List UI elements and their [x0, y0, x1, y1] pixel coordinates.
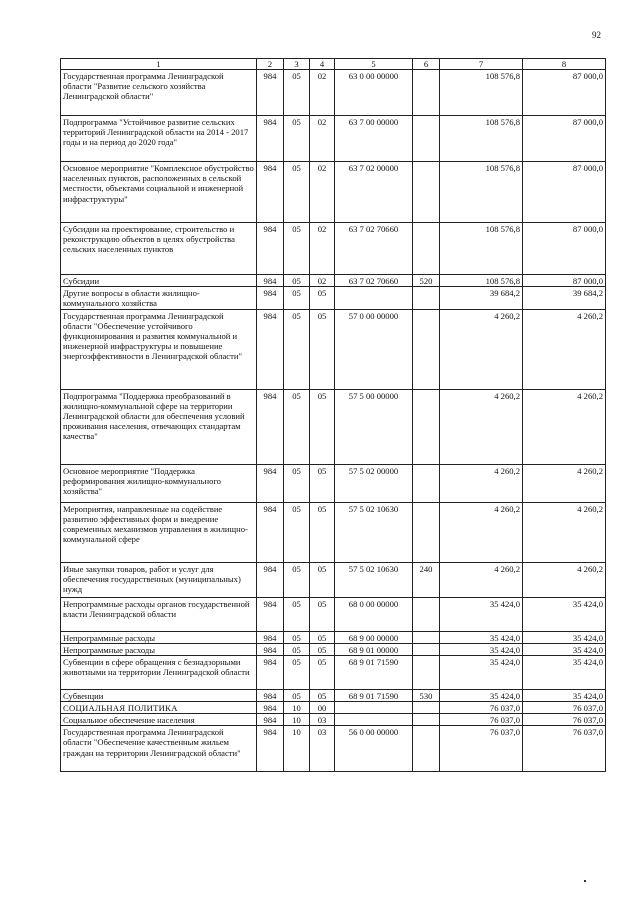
cell-target-article: 68 9 00 00000	[335, 631, 413, 643]
cell-amount-year-1: 4 260,2	[440, 389, 523, 464]
cell-target-article: 63 7 02 70660	[335, 275, 413, 287]
cell-amount-year-2: 87 000,0	[523, 275, 606, 287]
table-row	[61, 643, 606, 655]
cell-amount-year-2: 4 260,2	[523, 389, 606, 464]
cell-amount-year-1: 4 260,2	[440, 464, 523, 502]
cell-amount-year-1: 108 576,8	[440, 162, 523, 223]
cell-target-article: 57 5 02 00000	[335, 464, 413, 502]
cell-item-name: Основное мероприятие "Поддержка реформирования жилищно-коммунального хозяйства"	[61, 464, 257, 502]
cell-department-code: 984	[257, 726, 284, 772]
cell-subsection-code: 02	[310, 275, 335, 287]
table-row	[61, 162, 606, 223]
cell-department-code: 984	[257, 162, 284, 223]
cell-target-article: 63 7 02 70660	[335, 223, 413, 275]
cell-amount-year-1: 76 037,0	[440, 726, 523, 772]
cell-item-name: Непрограммные расходы органов государственной власти Ленинградской области	[61, 597, 257, 631]
cell-item-name: Непрограммные расходы	[61, 643, 257, 655]
cell-amount-year-2: 87 000,0	[523, 223, 606, 275]
cell-subsection-code: 05	[310, 597, 335, 631]
cell-item-name: Государственная программа Ленинградской области "Обеспечение устойчивого функционирования и развития коммунальной и инженерной инфраструктуры и повышение энергоэффективности в Ленинградской области"	[61, 309, 257, 389]
cell-section-code: 05	[284, 223, 310, 275]
cell-amount-year-2: 4 260,2	[523, 309, 606, 389]
cell-department-code: 984	[257, 701, 284, 713]
cell-target-article: 57 5 02 10630	[335, 562, 413, 597]
cell-section-code: 05	[284, 309, 310, 389]
cell-expense-type	[413, 643, 440, 655]
cell-expense-type	[413, 502, 440, 562]
cell-target-article: 63 7 00 00000	[335, 116, 413, 162]
cell-amount-year-2: 35 424,0	[523, 631, 606, 643]
cell-item-name: Подпрограмма "Поддержка преобразований в жилищно-коммунальной сфере на территории Ленинградской области для обеспечения условий проживания населения, отвечающих стандартам качества"	[61, 389, 257, 464]
cell-target-article: 63 7 02 00000	[335, 162, 413, 223]
cell-section-code: 05	[284, 287, 310, 309]
cell-amount-year-1: 76 037,0	[440, 701, 523, 713]
cell-expense-type	[413, 655, 440, 689]
cell-item-name: СОЦИАЛЬНАЯ ПОЛИТИКА	[61, 701, 257, 713]
cell-subsection-code: 05	[310, 643, 335, 655]
cell-department-code: 984	[257, 287, 284, 309]
cell-subsection-code: 03	[310, 726, 335, 772]
cell-amount-year-1: 35 424,0	[440, 655, 523, 689]
table-row	[61, 701, 606, 713]
table-row	[61, 309, 606, 389]
cell-item-name: Субвенции	[61, 689, 257, 701]
cell-item-name: Субвенции в сфере обращения с безнадзорными животными на территории Ленинградской области	[61, 655, 257, 689]
cell-subsection-code: 03	[310, 714, 335, 726]
cell-subsection-code: 05	[310, 689, 335, 701]
cell-target-article: 57 0 00 00000	[335, 309, 413, 389]
cell-amount-year-1: 108 576,8	[440, 70, 523, 116]
cell-expense-type	[413, 464, 440, 502]
table-row	[61, 287, 606, 309]
cell-expense-type	[413, 116, 440, 162]
cell-expense-type: 240	[413, 562, 440, 597]
cell-section-code: 05	[284, 631, 310, 643]
table-row	[61, 655, 606, 689]
cell-subsection-code: 05	[310, 389, 335, 464]
cell-subsection-code: 05	[310, 631, 335, 643]
cell-section-code: 10	[284, 726, 310, 772]
table-row	[61, 389, 606, 464]
header-col-2: 2	[257, 59, 284, 70]
cell-department-code: 984	[257, 655, 284, 689]
cell-expense-type	[413, 70, 440, 116]
cell-amount-year-2: 87 000,0	[523, 162, 606, 223]
table-header	[61, 59, 606, 70]
cell-expense-type	[413, 162, 440, 223]
cell-expense-type	[413, 631, 440, 643]
cell-amount-year-2: 35 424,0	[523, 655, 606, 689]
cell-item-name: Субсидии	[61, 275, 257, 287]
cell-amount-year-1: 108 576,8	[440, 116, 523, 162]
cell-amount-year-2: 87 000,0	[523, 116, 606, 162]
cell-subsection-code: 05	[310, 464, 335, 502]
cell-expense-type	[413, 287, 440, 309]
cell-department-code: 984	[257, 70, 284, 116]
cell-expense-type: 530	[413, 689, 440, 701]
table-row	[61, 223, 606, 275]
cell-amount-year-2: 76 037,0	[523, 726, 606, 772]
cell-section-code: 10	[284, 701, 310, 713]
table-row	[61, 275, 606, 287]
table-body	[61, 70, 606, 772]
cell-subsection-code: 05	[310, 655, 335, 689]
cell-expense-type	[413, 597, 440, 631]
cell-subsection-code: 05	[310, 502, 335, 562]
cell-item-name: Иные закупки товаров, работ и услуг для обеспечения государственных (муниципальных) нужд	[61, 562, 257, 597]
cell-target-article: 57 5 02 10630	[335, 502, 413, 562]
cell-section-code: 05	[284, 464, 310, 502]
cell-section-code: 05	[284, 655, 310, 689]
table-row	[61, 70, 606, 116]
cell-target-article: 68 9 01 71590	[335, 689, 413, 701]
cell-expense-type	[413, 726, 440, 772]
cell-item-name: Государственная программа Ленинградской области "Развитие сельского хозяйства Ленинградской области"	[61, 70, 257, 116]
cell-item-name: Государственная программа Ленинградской области "Обеспечение качественным жильем граждан на территории Ленинградской области"	[61, 726, 257, 772]
cell-expense-type: 520	[413, 275, 440, 287]
cell-section-code: 05	[284, 597, 310, 631]
cell-item-name: Мероприятия, направленные на содействие развитию эффективных форм и внедрение современных механизмов управления в жилищно-коммунальной сфере	[61, 502, 257, 562]
cell-item-name: Социальное обеспечение населения	[61, 714, 257, 726]
cell-expense-type	[413, 389, 440, 464]
cell-item-name: Субсидии на проектирование, строительство и реконструкцию объектов в целях обустройства сельских населенных пунктов	[61, 223, 257, 275]
cell-amount-year-2: 76 037,0	[523, 701, 606, 713]
cell-amount-year-1: 76 037,0	[440, 714, 523, 726]
cell-amount-year-1: 39 684,2	[440, 287, 523, 309]
cell-section-code: 05	[284, 502, 310, 562]
cell-amount-year-1: 35 424,0	[440, 643, 523, 655]
cell-amount-year-1: 108 576,8	[440, 275, 523, 287]
cell-section-code: 05	[284, 689, 310, 701]
cell-amount-year-2: 76 037,0	[523, 714, 606, 726]
cell-department-code: 984	[257, 597, 284, 631]
cell-section-code: 05	[284, 116, 310, 162]
cell-section-code: 10	[284, 714, 310, 726]
cell-department-code: 984	[257, 275, 284, 287]
cell-department-code: 984	[257, 116, 284, 162]
cell-target-article: 68 0 00 00000	[335, 597, 413, 631]
cell-section-code: 05	[284, 562, 310, 597]
cell-amount-year-1: 108 576,8	[440, 223, 523, 275]
cell-department-code: 984	[257, 223, 284, 275]
cell-subsection-code: 02	[310, 162, 335, 223]
cell-subsection-code: 02	[310, 116, 335, 162]
cell-target-article	[335, 701, 413, 713]
cell-amount-year-1: 35 424,0	[440, 689, 523, 701]
cell-subsection-code: 00	[310, 701, 335, 713]
cell-amount-year-2: 35 424,0	[523, 597, 606, 631]
table-row	[61, 116, 606, 162]
table-row	[61, 597, 606, 631]
cell-amount-year-2: 87 000,0	[523, 70, 606, 116]
table-row	[61, 689, 606, 701]
cell-subsection-code: 02	[310, 70, 335, 116]
cell-item-name: Другие вопросы в области жилищно-коммунального хозяйства	[61, 287, 257, 309]
cell-target-article	[335, 714, 413, 726]
header-col-5: 5	[335, 59, 413, 70]
cell-target-article: 68 9 01 00000	[335, 643, 413, 655]
cell-subsection-code: 02	[310, 223, 335, 275]
cell-section-code: 05	[284, 643, 310, 655]
table-row	[61, 464, 606, 502]
cell-section-code: 05	[284, 275, 310, 287]
cell-target-article: 57 5 00 00000	[335, 389, 413, 464]
cell-subsection-code: 05	[310, 309, 335, 389]
cell-amount-year-2: 39 684,2	[523, 287, 606, 309]
cell-amount-year-2: 35 424,0	[523, 643, 606, 655]
header-row	[61, 59, 606, 70]
cell-amount-year-1: 35 424,0	[440, 631, 523, 643]
header-col-1: 1	[61, 59, 257, 70]
header-col-3: 3	[284, 59, 310, 70]
header-col-4: 4	[310, 59, 335, 70]
cell-target-article: 63 0 00 00000	[335, 70, 413, 116]
cell-amount-year-2: 4 260,2	[523, 502, 606, 562]
cell-target-article: 56 0 00 00000	[335, 726, 413, 772]
cell-department-code: 984	[257, 464, 284, 502]
cell-expense-type	[413, 223, 440, 275]
cell-subsection-code: 05	[310, 562, 335, 597]
cell-target-article: 68 9 01 71590	[335, 655, 413, 689]
header-col-6: 6	[413, 59, 440, 70]
cell-amount-year-1: 4 260,2	[440, 309, 523, 389]
cell-item-name: Основное мероприятие "Комплексное обустройство населенных пунктов, расположенных в сельской местности, объектами социальной и инженерной инфраструктуры"	[61, 162, 257, 223]
cell-department-code: 984	[257, 643, 284, 655]
cell-expense-type	[413, 701, 440, 713]
cell-subsection-code: 05	[310, 287, 335, 309]
cell-department-code: 984	[257, 631, 284, 643]
table-row	[61, 726, 606, 772]
table-row	[61, 562, 606, 597]
table-row	[61, 714, 606, 726]
cell-department-code: 984	[257, 562, 284, 597]
scan-dot	[584, 880, 586, 882]
table-row	[61, 502, 606, 562]
cell-amount-year-2: 4 260,2	[523, 562, 606, 597]
cell-amount-year-2: 4 260,2	[523, 464, 606, 502]
budget-table	[60, 58, 606, 772]
cell-amount-year-2: 35 424,0	[523, 689, 606, 701]
cell-section-code: 05	[284, 162, 310, 223]
page-number: 92	[592, 30, 601, 40]
header-col-8: 8	[523, 59, 606, 70]
cell-department-code: 984	[257, 309, 284, 389]
cell-department-code: 984	[257, 389, 284, 464]
cell-amount-year-1: 4 260,2	[440, 562, 523, 597]
cell-expense-type	[413, 714, 440, 726]
cell-amount-year-1: 4 260,2	[440, 502, 523, 562]
cell-amount-year-1: 35 424,0	[440, 597, 523, 631]
cell-department-code: 984	[257, 714, 284, 726]
cell-department-code: 984	[257, 689, 284, 701]
cell-item-name: Подпрограмма "Устойчивое развитие сельских территорий Ленинградской области на 2014 - 2017 годы и на период до 2020 года"	[61, 116, 257, 162]
cell-section-code: 05	[284, 389, 310, 464]
cell-target-article	[335, 287, 413, 309]
cell-department-code: 984	[257, 502, 284, 562]
cell-section-code: 05	[284, 70, 310, 116]
header-col-7: 7	[440, 59, 523, 70]
cell-expense-type	[413, 309, 440, 389]
table-row	[61, 631, 606, 643]
cell-item-name: Непрограммные расходы	[61, 631, 257, 643]
